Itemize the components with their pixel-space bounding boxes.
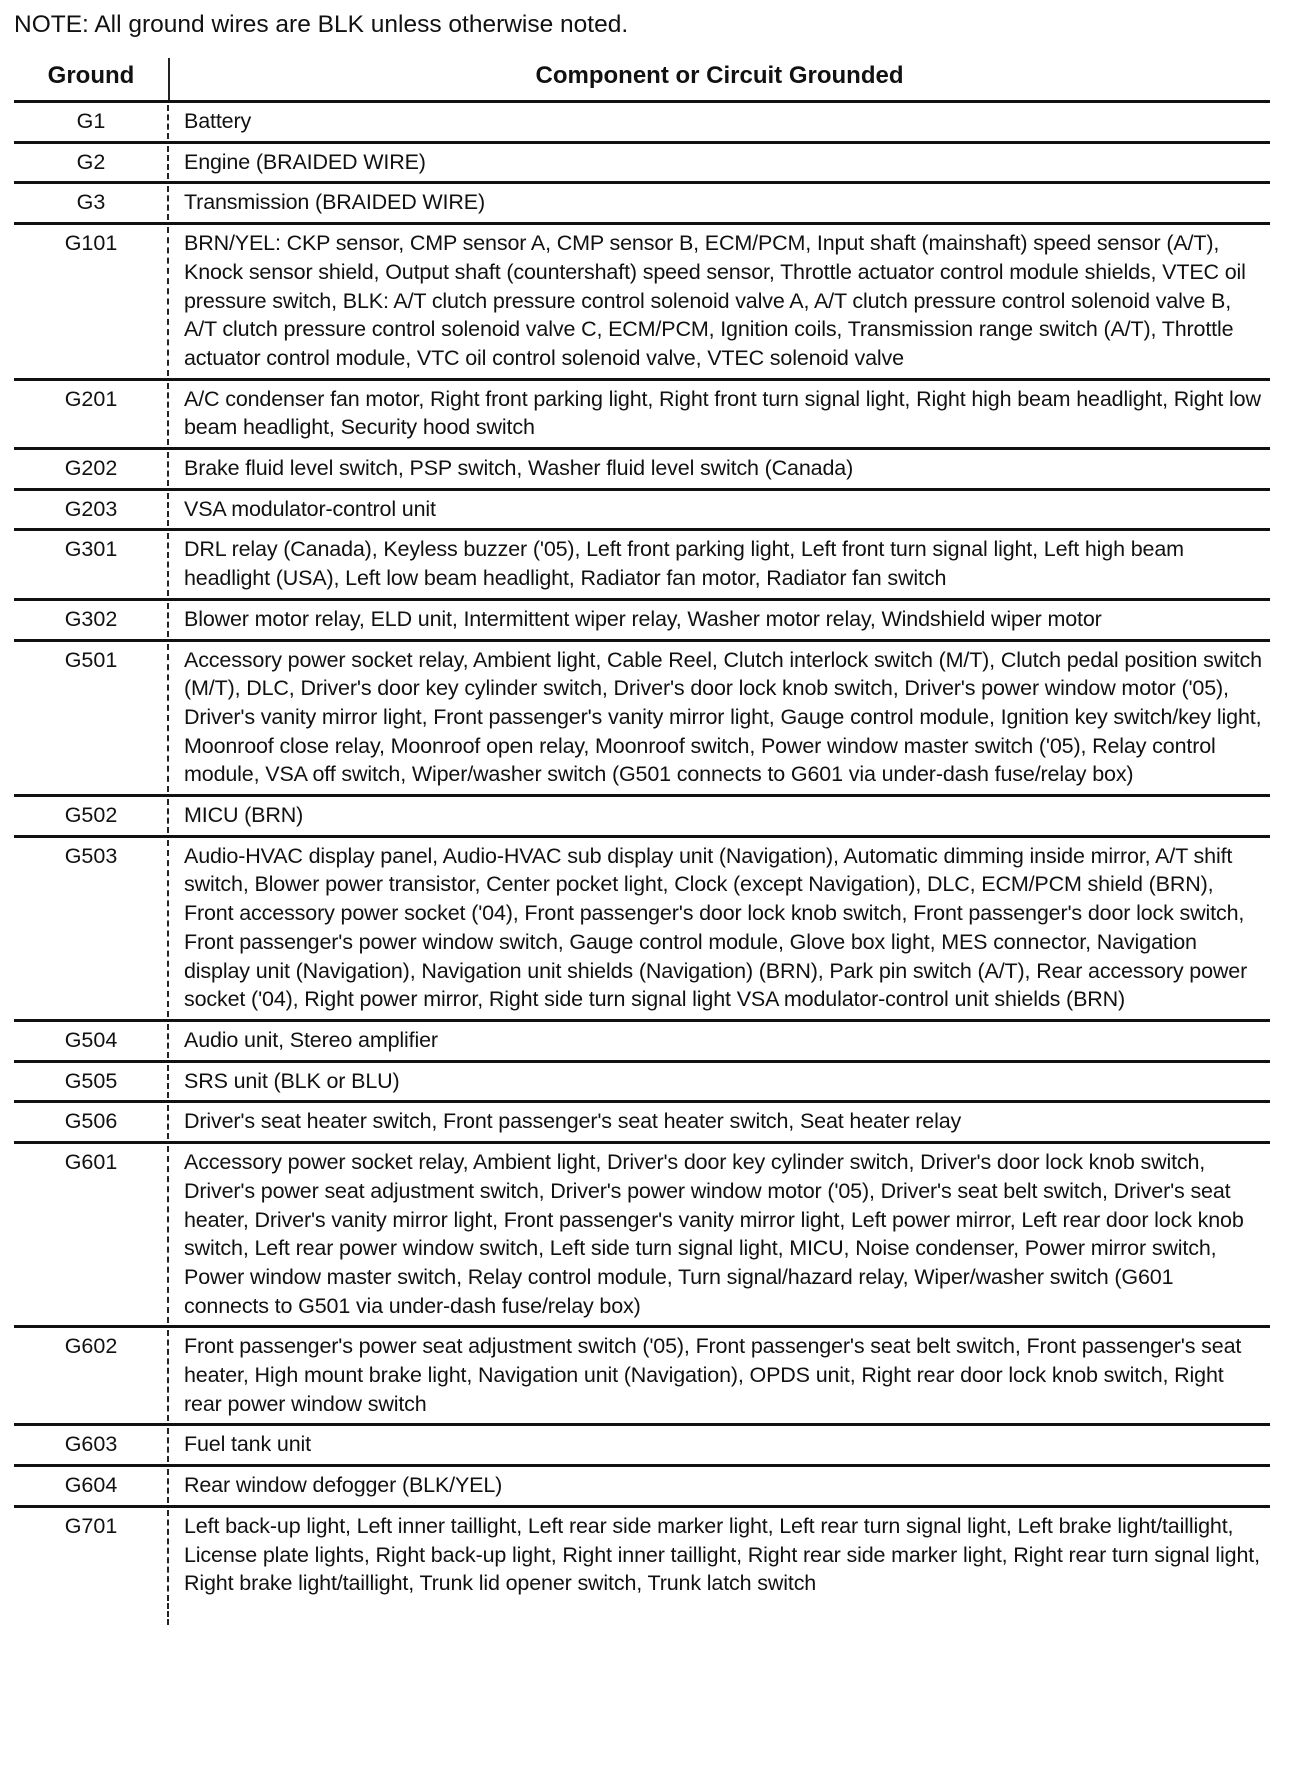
component-list: Fuel tank unit <box>184 1432 311 1457</box>
component-list: Engine (BRAIDED WIRE) <box>184 149 426 174</box>
component-list: Driver's seat heater switch, Front passenger's seat heater switch, Seat heater relay <box>184 1109 962 1134</box>
ground-table <box>14 58 1270 1625</box>
table-row <box>14 1423 1270 1464</box>
table-row <box>14 447 1270 488</box>
component-list: Battery <box>184 109 252 133</box>
ground-id: G101 <box>64 231 118 256</box>
ground-id: G602 <box>64 1334 118 1359</box>
component-list: Audio-HVAC display panel, Audio-HVAC sub display unit (Navigation), Automatic dimming inside mirror, A/T shift switch, Blower power transistor, Center pocket light, Clock (except Navigation), DLC, ECM/PCM shield (BRN), Front accessory power socket ('04), Front passenger's door lock knob switch, Front passenger's door lock switch, Front passenger's power window switch, Gauge control module, Glove box light, MES connector, Navigation display unit (Navigation), Navigation unit shields (Navigation) (BRN), Park pin switch (A/T), Rear accessory power socket ('04), Right power mirror, Right side turn signal light VSA modulator-control unit shields (BRN) <box>184 843 1248 1012</box>
table-row <box>14 1505 1270 1603</box>
ground-id: G505 <box>64 1068 118 1093</box>
ground-id: G202 <box>64 456 118 481</box>
table-header <box>14 58 1270 100</box>
ground-id: G201 <box>64 386 118 411</box>
component-list: Accessory power socket relay, Ambient light, Cable Reel, Clutch interlock switch (M/T), Clutch pedal position switch (M/T), DLC, Driver's door key cylinder switch, Driver's door lock knob switch, Driver's power window motor ('05), Driver's vanity mirror light, Front passenger's vanity mirror light, Gauge control module, Ignition key switch/key light, Moonroof close relay, Moonroof open relay, Moonroof switch, Power window master switch ('05), Relay control module, VSA off switch, Wiper/washer switch (G501 connects to G601 via under-dash fuse/relay box) <box>184 647 1262 787</box>
table-row <box>14 835 1270 1019</box>
ground-id: G203 <box>64 496 118 521</box>
header-ground: Ground <box>47 62 135 89</box>
table-row <box>14 1464 1270 1505</box>
component-list: VSA modulator-control unit <box>184 496 436 521</box>
table-body <box>14 100 1270 1603</box>
table-row <box>14 1060 1270 1101</box>
ground-id: G604 <box>64 1473 118 1498</box>
table-row <box>14 1019 1270 1060</box>
ground-id: G701 <box>64 1513 118 1538</box>
table-row <box>14 488 1270 529</box>
table-row <box>14 378 1270 447</box>
component-list: SRS unit (BLK or BLU) <box>184 1068 400 1093</box>
ground-id: G3 <box>76 190 106 215</box>
table-row <box>14 222 1270 378</box>
table-row <box>14 1325 1270 1423</box>
table-row <box>14 1141 1270 1325</box>
table-tail <box>14 1603 1270 1625</box>
component-list: Audio unit, Stereo amplifier <box>184 1027 438 1052</box>
table-row <box>14 181 1270 222</box>
note-text: NOTE: All ground wires are BLK unless otherwise noted. <box>14 11 629 38</box>
ground-id: G506 <box>64 1109 118 1134</box>
ground-id: G301 <box>64 537 118 562</box>
ground-id: G603 <box>64 1432 118 1457</box>
table-row <box>14 528 1270 597</box>
table-row <box>14 598 1270 639</box>
table-row <box>14 794 1270 835</box>
component-list: A/C condenser fan motor, Right front parking light, Right front turn signal light, Right high beam headlight, Right low beam headlight, Security hood switch <box>184 386 1261 440</box>
component-list: Front passenger's power seat adjustment switch ('05), Front passenger's seat belt switch, Front passenger's seat heater, High mount brake light, Navigation unit (Navigation), OPDS unit, Right rear door lock knob switch, Right rear power window switch <box>184 1334 1242 1416</box>
component-list: Left back-up light, Left inner taillight, Left rear side marker light, Left rear turn signal light, Left brake light/taillight, License plate lights, Right back-up light, Right inner taillight, Right rear side marker light, Right rear turn signal light, Right brake light/taillight, Trunk lid opener switch, Trunk latch switch <box>184 1513 1260 1596</box>
ground-id: G601 <box>64 1150 118 1175</box>
ground-id: G2 <box>76 149 106 174</box>
component-list: DRL relay (Canada), Keyless buzzer ('05), Left front parking light, Left front turn signal light, Left high beam headlight (USA), Left low beam headlight, Radiator fan motor, Radiator fan switch <box>184 537 1184 591</box>
ground-id: G302 <box>64 606 118 631</box>
table-row <box>14 141 1270 182</box>
ground-id: G501 <box>64 647 118 672</box>
component-list: Brake fluid level switch, PSP switch, Washer fluid level switch (Canada) <box>184 456 854 481</box>
ground-id: G504 <box>64 1027 118 1052</box>
component-list: Blower motor relay, ELD unit, Intermittent wiper relay, Washer motor relay, Windshield wiper motor <box>184 606 1102 631</box>
table-row <box>14 1100 1270 1141</box>
component-list: Transmission (BRAIDED WIRE) <box>184 190 485 215</box>
ground-id: G1 <box>76 109 106 133</box>
ground-id: G503 <box>64 843 118 868</box>
ground-id: G502 <box>64 803 118 828</box>
component-list: Rear window defogger (BLK/YEL) <box>184 1473 503 1498</box>
component-list: MICU (BRN) <box>184 803 304 828</box>
component-list: Accessory power socket relay, Ambient light, Driver's door key cylinder switch, Driver's door lock knob switch, Driver's power seat adjustment switch, Driver's power window motor ('05), Driver's seat belt switch, Driver's seat heater, Driver's vanity mirror light, Front passenger's vanity mirror light, Left power mirror, Left rear door lock knob switch, Left rear power window switch, Left side turn signal light, MICU, Noise condenser, Power mirror switch, Power window master switch, Relay control module, Turn signal/hazard relay, Wiper/washer switch (G601 connects to G501 via under-dash fuse/relay box) <box>184 1150 1244 1318</box>
table-row <box>14 639 1270 795</box>
component-list: BRN/YEL: CKP sensor, CMP sensor A, CMP sensor B, ECM/PCM, Input shaft (mainshaft) speed sensor (A/T), Knock sensor shield, Output shaft (countershaft) speed sensor, Throttle actuator control module shields, VTEC oil pressure switch, BLK: A/T clutch pressure control solenoid valve A, A/T clutch pressure control solenoid valve B, A/T clutch pressure control solenoid valve C, ECM/PCM, Ignition coils, Transmission range switch (A/T), Throttle actuator control module, VTC oil control solenoid valve, VTEC solenoid valve <box>184 231 1246 370</box>
table-row <box>14 103 1270 141</box>
header-component: Component or Circuit Grounded <box>535 62 904 89</box>
